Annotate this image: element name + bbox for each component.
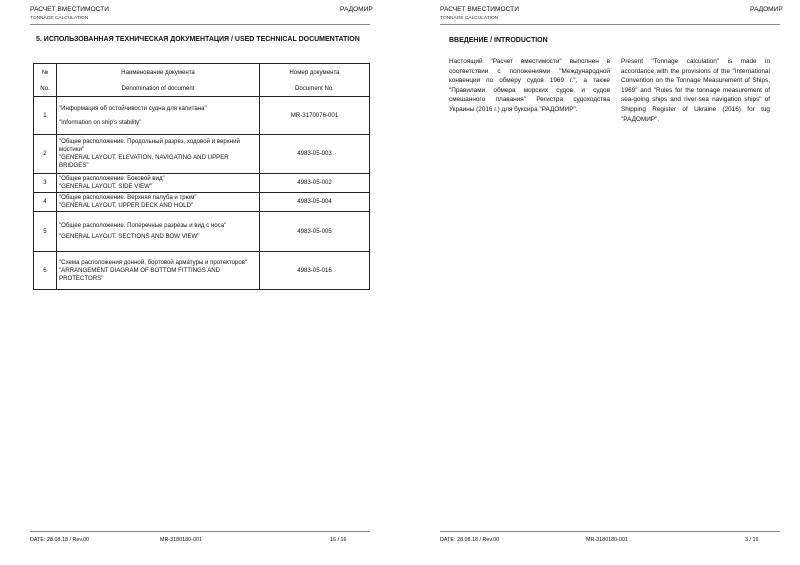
table-row — [34, 212, 370, 252]
header-vessel-name: РАДОМИР — [340, 6, 373, 13]
row-number: 3 — [34, 174, 57, 193]
header-no-cell — [34, 64, 57, 97]
row-name-ru: "Общее расположение. Продольный разрез, ходовой и верхний мостики" — [59, 138, 240, 153]
header-title: РАСЧЕТ ВМЕСТИМОСТИ — [30, 6, 109, 13]
row-name-en: "GENERAL LAYOUT. ELEVATION, NAVIGATING AND UPPER BRIDGES" — [59, 154, 229, 169]
row-name-ru: "Общее расположение. Верхняя палуба и трюм" — [59, 194, 197, 201]
intro-text-russian: Настоящий "Расчет вместимости" выполнен в соответствии с положениями "Международной конвенции по обмеру судов 1969 г.", а также "Правилами обмера морских судов и судов смешанного плавания" Регистра судоходства Украины (2016 г.) для буксира "РАДОМИР". — [449, 58, 610, 113]
header-number-cell — [260, 64, 370, 97]
header-divider — [30, 24, 370, 25]
section-title: 5. ИСПОЛЬЗОВАННАЯ ТЕХНИЧЕСКАЯ ДОКУМЕНТАЦИЯ / USED TECHNICAL DOCUMENTATION — [36, 36, 360, 43]
footer-divider — [30, 531, 370, 532]
header-name-cell — [57, 64, 260, 97]
row-document-number: 4983-05-016 — [260, 252, 370, 290]
row-denomination — [57, 97, 260, 135]
header-number-en: Document No. — [295, 84, 334, 92]
intro-text-english: Present "Tonnage calculation" is made in accordance with the provisions of the "International Convention on the Tonnage Measurement of Ships, 1969" and "Rules for the tonnage measurement of sea-going ships and river-sea navigation ships" of Shipping Register of Ukraine (2016) for tug "РАДОМИР". — [621, 58, 770, 123]
row-number: 4 — [34, 193, 57, 212]
row-number: 6 — [34, 252, 57, 290]
table-row — [34, 252, 370, 290]
header-no-ru: № — [41, 68, 49, 76]
row-name-ru: "Схема расположения донной, бортовой арматуры и протекторов" — [59, 258, 248, 266]
row-document-number: MR-3170076-001 — [260, 97, 370, 135]
footer-document-number: MR-3180180-001 — [160, 537, 202, 543]
row-name-en: "GENERAL LAYOUT. UPPER DECK AND HOLD" — [59, 202, 194, 209]
footer-document-number: MR-3180180-001 — [586, 537, 628, 543]
right-page — [400, 0, 800, 565]
header-number-ru: Номер документа — [289, 68, 340, 76]
header-divider — [440, 24, 780, 25]
row-name-en: "GENERAL LAYOUT. SECTIONS AND BOW VIEW" — [59, 233, 200, 240]
row-number: 5 — [34, 212, 57, 252]
row-name-en: "ARRANGEMENT DIAGRAM OF BOTTOM FITTINGS AND PROTECTORS" — [59, 266, 221, 282]
table-row — [34, 174, 370, 193]
table-header-row — [34, 64, 370, 97]
header-no-en: No. — [40, 84, 50, 92]
footer-page-number: 16 / 16 — [330, 537, 347, 543]
footer-date: DATE: 28.08.18 / Rev.00 — [30, 537, 90, 543]
row-document-number: 4983-05-002 — [260, 174, 370, 193]
footer-date: DATE: 28.08.18 / Rev.00 — [440, 537, 500, 543]
header-subtitle: TONNAGE CALCULATION — [30, 16, 89, 21]
header-subtitle: TONNAGE CALCULATION — [440, 16, 499, 21]
row-number: 1 — [34, 97, 57, 135]
row-document-number: 4983-05-005 — [260, 212, 370, 252]
row-name-ru: "Общее расположение. Поперечные разрезы и вид с носа" — [59, 222, 227, 229]
row-denomination — [57, 193, 260, 212]
header-vessel-name: РАДОМИР — [750, 6, 783, 13]
footer-page-number: 3 / 16 — [745, 537, 759, 543]
row-name-en: "GENERAL LAYOUT. SIDE VIEW" — [59, 183, 153, 190]
header-name-en: Denomination of document — [121, 84, 195, 92]
row-name-en: "Information on ship's stability" — [59, 118, 142, 126]
row-number: 2 — [34, 135, 57, 174]
row-denomination — [57, 252, 260, 290]
header-name-ru: Наименование документа — [121, 68, 195, 76]
section-title: ВВЕДЕНИЕ / INTRODUCTION — [449, 37, 548, 44]
table-row — [34, 97, 370, 135]
table-row — [34, 193, 370, 212]
documentation-table — [33, 63, 370, 290]
footer-divider — [440, 531, 780, 532]
row-denomination — [57, 135, 260, 174]
row-denomination — [57, 174, 260, 193]
row-name-ru: "Общее расположение. Боковой вид" — [59, 175, 165, 182]
row-document-number: 4983-05-004 — [260, 193, 370, 212]
row-name-ru: "Информация об остойчивости судна для капитана" — [59, 104, 207, 112]
row-document-number: 4983-05-003 — [260, 135, 370, 174]
row-denomination — [57, 212, 260, 252]
header-title: РАСЧЕТ ВМЕСТИМОСТИ — [440, 6, 519, 13]
table-row — [34, 135, 370, 174]
